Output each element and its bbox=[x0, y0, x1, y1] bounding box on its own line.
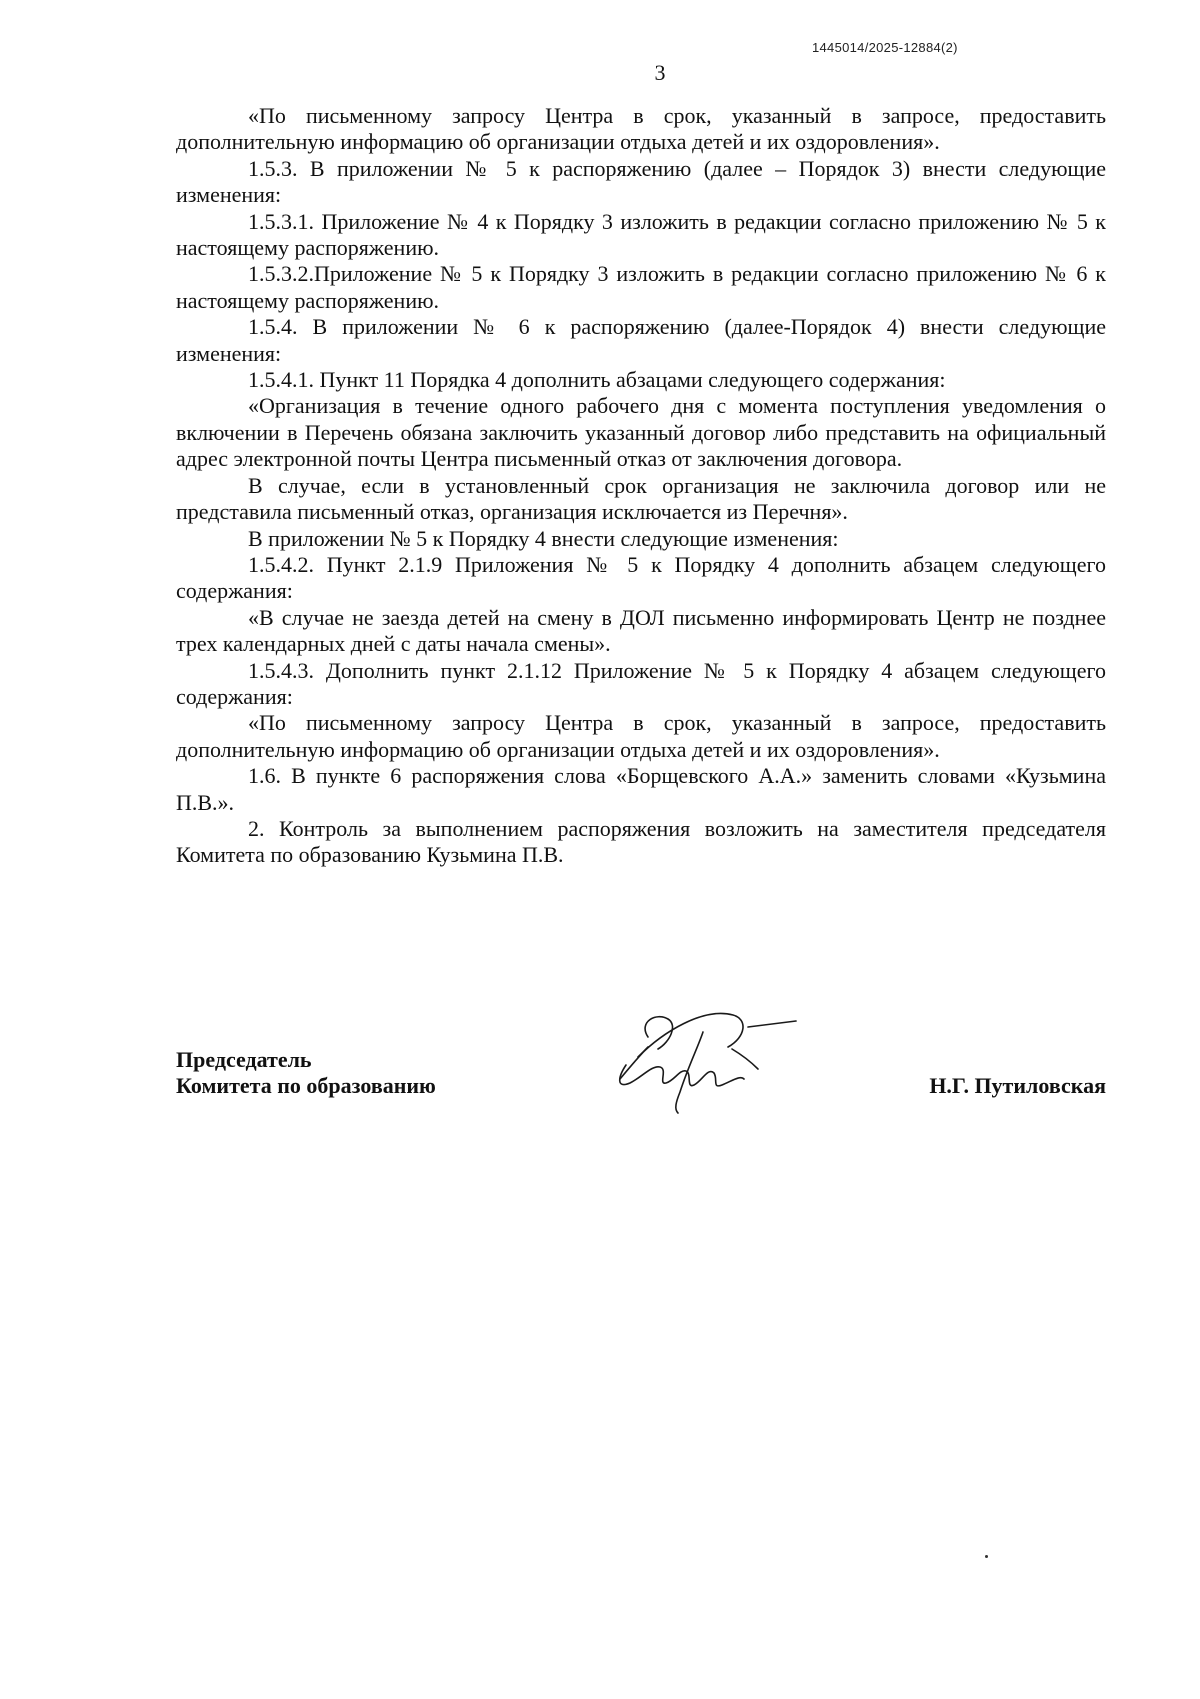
paragraph: В случае, если в установленный срок организация не заключила договор или не представила письменный отказ, организация исключается из Перечня». bbox=[176, 472, 1106, 525]
document-registration-number: 1445014/2025-12884(2) bbox=[812, 40, 958, 55]
paragraph: 1.5.3. В приложении № 5 к распоряжению (далее – Порядок 3) внести следующие изменения: bbox=[176, 155, 1106, 208]
paragraph: 2. Контроль за выполнением распоряжения возложить на заместителя председателя Комитета по образованию Кузьмина П.В. bbox=[176, 815, 1106, 868]
signatory-position-line: Председатель bbox=[176, 1047, 312, 1072]
signature-block bbox=[176, 1035, 1106, 1155]
document-body bbox=[176, 103, 1106, 869]
paragraph: 1.5.3.1. Приложение № 4 к Порядку 3 изложить в редакции согласно приложению № 5 к настоящему распоряжению. bbox=[176, 208, 1106, 261]
paragraph: 1.5.4.3. Дополнить пункт 2.1.12 Приложение № 5 к Порядку 4 абзацем следующего содержания: bbox=[176, 657, 1106, 709]
paragraph: 1.6. В пункте 6 распоряжения слова «Борщевского А.А.» заменить словами «Кузьмина П.В.». bbox=[176, 763, 1106, 815]
scan-speck bbox=[985, 1555, 988, 1558]
paragraph: «По письменному запросу Центра в срок, указанный в запросе, предоставить дополнительную информацию об организации отдыха детей и их оздоровления». bbox=[176, 710, 1106, 762]
page-number: 3 bbox=[654, 60, 666, 85]
paragraph: 1.5.3.2.Приложение № 5 к Порядку 3 изложить в редакции согласно приложению № 6 к настоящему распоряжению. bbox=[176, 261, 1106, 313]
paragraph: «Организация в течение одного рабочего дня с момента поступления уведомления о включении в Перечень обязана заключить указанный договор либо представить на официальный адрес электронной почты Центра письменный отказ от заключения договора. bbox=[176, 393, 1106, 472]
paragraph: 1.5.4. В приложении № 6 к распоряжению (далее-Порядок 4) внести следующие изменения: bbox=[176, 314, 1106, 366]
paragraph: 1.5.4.1. Пункт 11 Порядка 4 дополнить абзацами следующего содержания: bbox=[248, 367, 946, 393]
paragraph: «В случае не заезда детей на смену в ДОЛ письменно информировать Центр не позднее трех календарных дней с даты начала смены». bbox=[176, 604, 1106, 657]
signatory-name: Н.Г. Путиловская bbox=[929, 1073, 1106, 1098]
paragraph: 1.5.4.2. Пункт 2.1.9 Приложения № 5 к Порядку 4 дополнить абзацем следующего содержания: bbox=[176, 551, 1106, 604]
signatory-position bbox=[176, 1047, 436, 1099]
paragraph: «По письменному запросу Центра в срок, указанный в запросе, предоставить дополнительную информацию об организации отдыха детей и их оздоровления». bbox=[176, 103, 1106, 155]
handwritten-signature bbox=[608, 997, 808, 1117]
signatory-position-line: Комитета по образованию bbox=[176, 1073, 436, 1098]
paragraph: В приложении № 5 к Порядку 4 внести следующие изменения: bbox=[248, 525, 839, 551]
